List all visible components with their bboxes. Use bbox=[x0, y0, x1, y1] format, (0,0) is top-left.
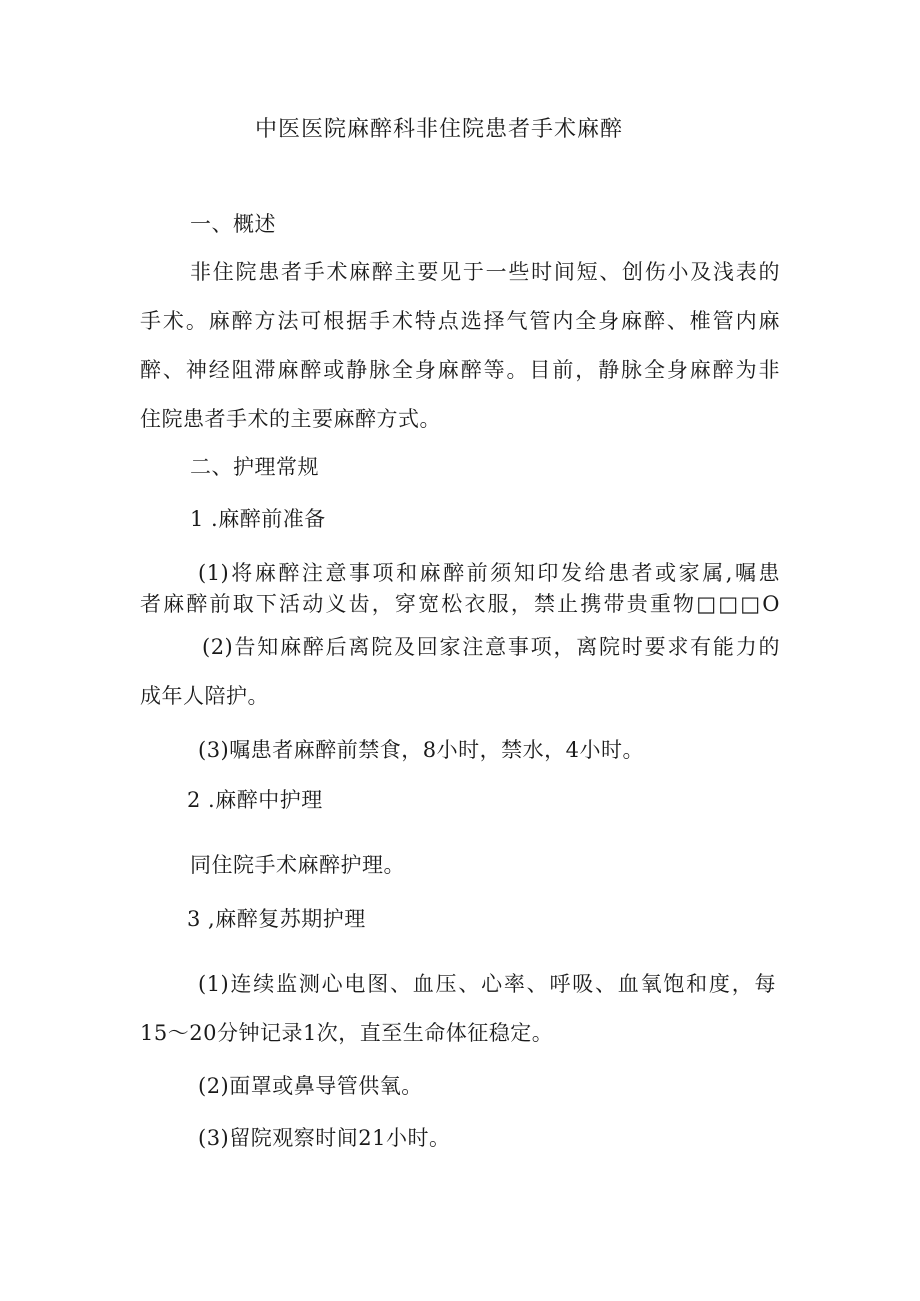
recovery-item3: (3)留院观察时间21小时。 bbox=[198, 1126, 451, 1150]
pre-item1-line-1: (1)将麻醉注意事项和麻醉前须知印发给患者或家属,嘱患 bbox=[198, 561, 780, 585]
pre-item1-line-2: 者麻醉前取下活动义齿，穿宽松衣服，禁止携带贵重物□□□O bbox=[140, 592, 780, 616]
subheading-intra-anesthesia: 2 .麻醉中护理 bbox=[187, 788, 323, 812]
section-heading-overview: 一、概述 bbox=[190, 212, 276, 236]
overview-line-1: 非住院患者手术麻醉主要见于一些时间短、创伤小及浅表的 bbox=[190, 260, 780, 284]
pre-item3: (3)嘱患者麻醉前禁食，8小时，禁水，4小时。 bbox=[198, 738, 644, 762]
pre-item2-line-2: 成年人陪护。 bbox=[140, 684, 269, 708]
pre-item2-line-1: (2)告知麻醉后离院及回家注意事项，离院时要求有能力的 bbox=[202, 635, 780, 659]
document-title: 中医医院麻醉科非住院患者手术麻醉 bbox=[255, 117, 624, 142]
section-heading-nursing: 二、护理常规 bbox=[190, 455, 319, 479]
subheading-recovery: 3 ,麻醉复苏期护理 bbox=[187, 907, 366, 931]
intra-text: 同住院手术麻醉护理。 bbox=[190, 853, 405, 877]
overview-line-2: 手术。麻醉方法可根据手术特点选择气管内全身麻醉、椎管内麻 bbox=[140, 309, 780, 333]
recovery-item2: (2)面罩或鼻导管供氧。 bbox=[198, 1074, 423, 1098]
subheading-pre-anesthesia: 1 .麻醉前准备 bbox=[190, 507, 326, 531]
recovery-item1-line-2: 15～20分钟记录1次，直至生命体征稳定。 bbox=[140, 1021, 554, 1045]
overview-line-3: 醉、神经阻滞麻醉或静脉全身麻醉等。目前，静脉全身麻醉为非 bbox=[140, 358, 780, 382]
overview-line-4: 住院患者手术的主要麻醉方式。 bbox=[140, 407, 441, 431]
recovery-item1-line-1: (1)连续监测心电图、血压、心率、呼吸、血氧饱和度，每 bbox=[198, 972, 776, 996]
